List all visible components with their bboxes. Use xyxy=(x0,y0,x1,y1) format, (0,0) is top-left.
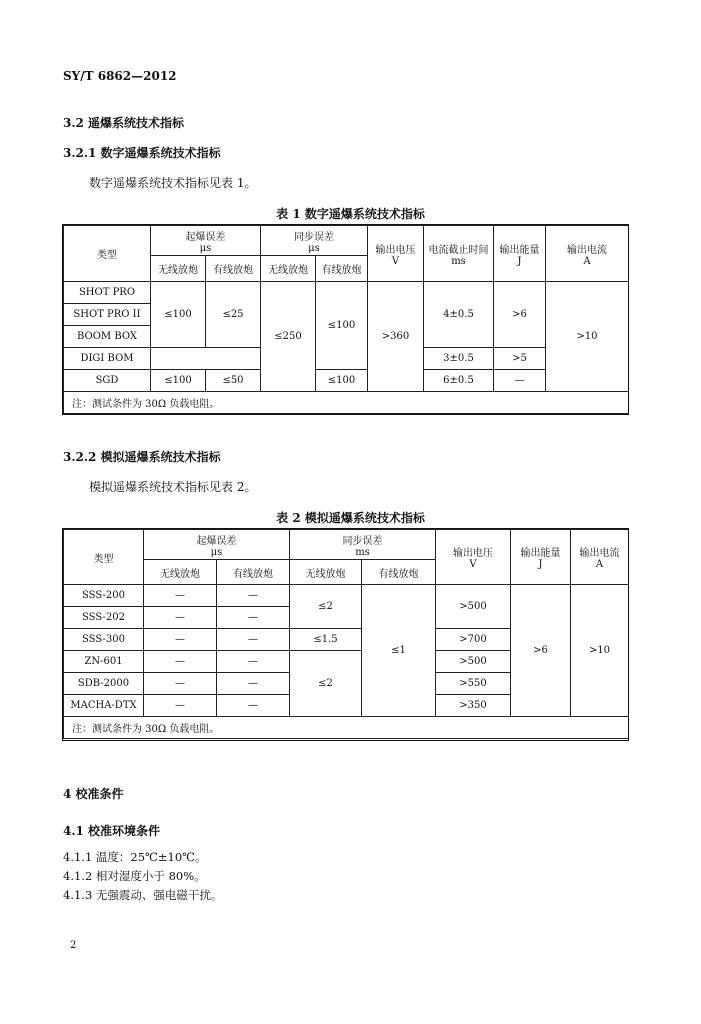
section-4-heading: 4 校准条件 xyxy=(63,787,124,801)
t2-cell-current: >10 xyxy=(571,585,629,717)
table-1-caption: 表 1 数字遥爆系统技术指标 xyxy=(276,207,425,221)
t2-note: 注：测试条件为 30Ω 负载电阻。 xyxy=(64,717,629,739)
t2-cell-delay-wireless: — xyxy=(144,629,217,651)
t2-cell-delay-wired: — xyxy=(217,585,290,607)
t2-header-sync: 同步误差 ms xyxy=(290,530,436,560)
t2-cell-voltage: >350 xyxy=(436,695,511,717)
t2-row-type: SSS-300 xyxy=(64,629,144,651)
t2-cell-delay-wired: — xyxy=(217,695,290,717)
t1-cell-energy: >5 xyxy=(494,348,546,370)
section-3-2-2-text: 模拟遥爆系统技术指标见表 2。 xyxy=(89,480,257,494)
t1-cell-energy: >6 xyxy=(494,282,546,348)
t1-header-delay-wired: 有线放炮 xyxy=(206,256,261,282)
table-2-caption: 表 2 模拟遥爆系统技术指标 xyxy=(276,511,425,525)
t1-cell-delay-wireless: ≤100 xyxy=(151,370,206,392)
t2-cell-sync-wired: ≤1 xyxy=(362,585,436,717)
t1-cell-delay-wired: ≤25 xyxy=(206,282,261,348)
t1-header-cutoff: 电流截止时间 ms xyxy=(424,226,494,282)
t1-header-delay-wireless: 无线放炮 xyxy=(151,256,206,282)
t1-cell-cutoff: 6±0.5 xyxy=(424,370,494,392)
document-header: SY/T 6862—2012 xyxy=(63,69,177,83)
t1-header-type: 类型 xyxy=(64,226,151,282)
t2-header-voltage: 输出电压 V xyxy=(436,530,511,585)
t1-cell-sync-wireless: ≤250 xyxy=(261,282,316,392)
t2-cell-delay-wireless: — xyxy=(144,695,217,717)
t2-cell-voltage: >700 xyxy=(436,629,511,651)
t1-row-type: BOOM BOX xyxy=(64,326,151,348)
t2-cell-voltage: >550 xyxy=(436,673,511,695)
t1-header-sync-wireless: 无线放炮 xyxy=(261,256,316,282)
t1-cell-energy: — xyxy=(494,370,546,392)
t1-header-sync-wired: 有线放炮 xyxy=(316,256,368,282)
t2-cell-energy: >6 xyxy=(511,585,571,717)
t2-cell-delay-wireless: — xyxy=(144,607,217,629)
section-4-1-3: 4.1.3 无强震动、强电磁干扰。 xyxy=(63,888,223,902)
t2-header-energy: 输出能量 J xyxy=(511,530,571,585)
t2-header-delay-wireless: 无线放炮 xyxy=(144,560,217,585)
section-3-2-1-text: 数字遥爆系统技术指标见表 1。 xyxy=(89,176,257,190)
t2-header-delay-wired: 有线放炮 xyxy=(217,560,290,585)
t2-row-type: SSS-200 xyxy=(64,585,144,607)
section-3-2-1-heading: 3.2.1 数字遥爆系统技术指标 xyxy=(63,146,221,160)
t2-cell-sync-wireless: ≤1.5 xyxy=(290,629,362,651)
t2-row-type: SSS-202 xyxy=(64,607,144,629)
t2-cell-sync-wireless: ≤2 xyxy=(290,651,362,717)
section-3-2-heading: 3.2 遥爆系统技术指标 xyxy=(63,116,185,130)
t1-header-sync: 同步误差 μs xyxy=(261,226,368,256)
t2-header-type: 类型 xyxy=(64,530,144,585)
t1-header-current: 输出电流 A xyxy=(546,226,629,282)
table-2 xyxy=(63,529,629,739)
t2-header-delay: 起爆误差 μs xyxy=(144,530,290,560)
section-4-1-2: 4.1.2 相对湿度小于 80%。 xyxy=(63,869,206,883)
t1-cell-delay-wireless: ≤100 xyxy=(151,282,206,348)
section-4-1-1: 4.1.1 温度：25℃±10℃。 xyxy=(63,850,207,864)
t2-cell-delay-wired: — xyxy=(217,651,290,673)
t1-note: 注：测试条件为 30Ω 负载电阻。 xyxy=(64,392,629,414)
t2-header-sync-wired: 有线放炮 xyxy=(362,560,436,585)
t1-cell-delay-wired: ≤50 xyxy=(206,370,261,392)
t2-cell-delay-wireless: — xyxy=(144,585,217,607)
t2-cell-delay-wired: — xyxy=(217,673,290,695)
t2-row-type: MACHA-DTX xyxy=(64,695,144,717)
section-3-2-2-heading: 3.2.2 模拟遥爆系统技术指标 xyxy=(63,450,221,464)
t2-row-type: ZN-601 xyxy=(64,651,144,673)
t1-row-type: SGD xyxy=(64,370,151,392)
t1-row-type: SHOT PRO II xyxy=(64,304,151,326)
section-4-1-heading: 4.1 校准环境条件 xyxy=(63,824,161,838)
t1-cell-cutoff: 3±0.5 xyxy=(424,348,494,370)
t1-cell-sync-wired: ≤100 xyxy=(316,370,368,392)
t1-cell-voltage: >360 xyxy=(368,282,424,392)
t1-header-voltage: 输出电压 V xyxy=(368,226,424,282)
t2-cell-sync-wireless: ≤2 xyxy=(290,585,362,629)
t1-cell-cutoff: 4±0.5 xyxy=(424,282,494,348)
t2-cell-delay-wireless: — xyxy=(144,673,217,695)
t2-cell-delay-wireless: — xyxy=(144,651,217,673)
t2-header-current: 输出电流 A xyxy=(571,530,629,585)
t2-cell-delay-wired: — xyxy=(217,629,290,651)
t1-cell-empty xyxy=(151,348,261,370)
t2-cell-voltage: >500 xyxy=(436,585,511,629)
t2-cell-voltage: >500 xyxy=(436,651,511,673)
t2-header-sync-wireless: 无线放炮 xyxy=(290,560,362,585)
t1-header-delay: 起爆误差 μs xyxy=(151,226,261,256)
t1-row-type: SHOT PRO xyxy=(64,282,151,304)
t2-cell-delay-wired: — xyxy=(217,607,290,629)
t1-cell-current: >10 xyxy=(546,282,629,392)
page-number: 2 xyxy=(70,940,77,951)
t1-cell-sync-wired: ≤100 xyxy=(316,282,368,370)
t2-row-type: SDB-2000 xyxy=(64,673,144,695)
t1-row-type: DIGI BOM xyxy=(64,348,151,370)
table-1 xyxy=(63,225,629,414)
t1-header-energy: 输出能量 J xyxy=(494,226,546,282)
